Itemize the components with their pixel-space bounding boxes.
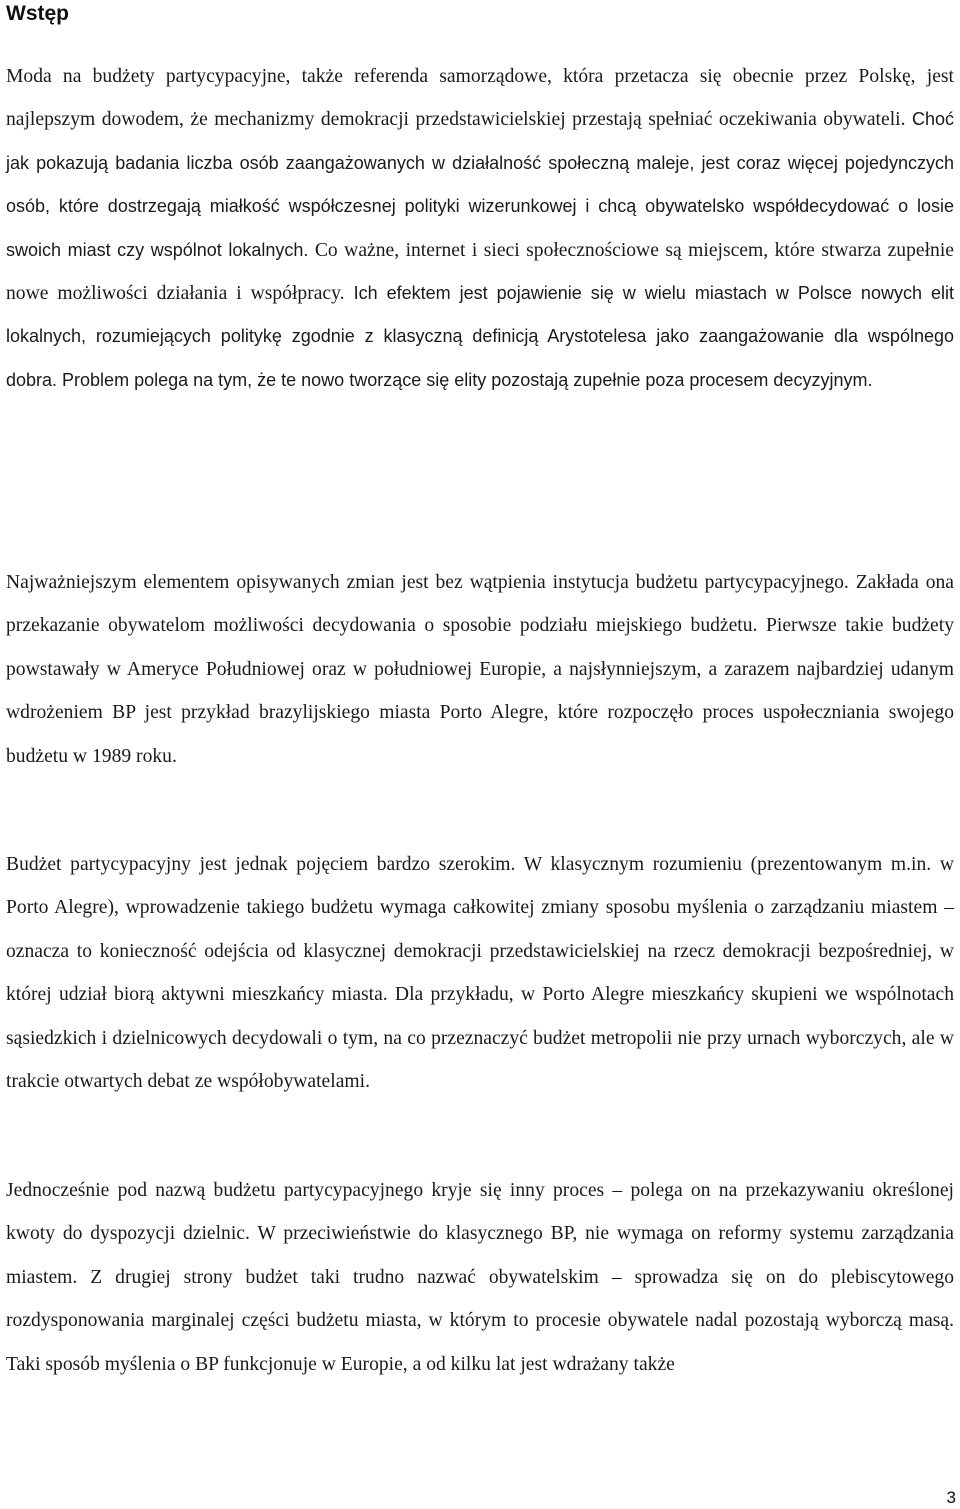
section-heading: Wstęp [6,2,69,25]
paragraph-intro-part-3: Co ważne, internet i sieci społecznościowe są miejscem, które stwarza zupełnie nowe możliwości działania i współpracy. [6,239,954,305]
paragraph-intro-part-2: Choć jak pokazują badania liczba osób zaangażowanych w działalność społeczną maleje, jest coraz więcej pojedynczych osób, które dostrzegają miałkość współczesnej polityki wizerunkowej i chcą obywatelsko współdecydować o losie swoich miast czy wspólnot lokalnych. [6,109,954,260]
paragraph-intro [6,55,954,402]
paragraph-intro-part-4: Ich efektem jest pojawienie się w wielu miastach w Polsce nowych elit lokalnych, rozumiejących politykę zgodnie z klasyczną definicją Arystotelesa jako zaangażowanie dla wspólnego dobra. Problem polega na tym, że te nowo tworzące się elity pozostają zupełnie poza procesem decyzyjnym. [6,283,954,390]
paragraph-intro-part-1: Moda na budżety partycypacyjne, także referenda samorządowe, która przetacza się obecnie przez Polskę, jest najlepszym dowodem, że mechanizmy demokracji przedstawicielskiej przestają spełniać oczekiwania obywateli. [6,66,954,131]
paragraph-district-budget: Jednocześnie pod nazwą budżetu partycypacyjnego kryje się inny proces – polega on na przekazywaniu określonej kwoty do dyspozycji dzielnic. W przeciwieństwie do klasycznego BP, nie wymaga on reformy systemu zarządzania miastem. Z drugiej strony budżet taki trudno nazwać obywatelskim – sprowadza się on do plebiscytowego rozdysponowania marginalej części budżetu miasta, w którym to procesie obywatele nadal pozostają wyborczą masą. Taki sposób myślenia o BP funkcjonuje w Europie, a od kilku lat jest wdrażany także [6,1180,954,1375]
page-number: 3 [946,1488,956,1507]
paragraph-participatory-budget: Najważniejszym elementem opisywanych zmian jest bez wątpienia instytucja budżetu partycypacyjnego. Zakłada ona przekazanie obywatelom możliwości decydowania o sposobie podziału miejskiego budżetu. Pierwsze takie budżety powstawały w Ameryce Południowej oraz w południowej Europie, a najsłynniejszym, a zarazem najbardziej udanym wdrożeniem BP jest przykład brazylijskiego miasta Porto Alegre, które rozpoczęło proces uspołeczniania swojego budżetu w 1989 roku. [6,572,954,767]
paragraph-porto-alegre: Budżet partycypacyjny jest jednak pojęciem bardzo szerokim. W klasycznym rozumieniu (prezentowanym m.in. w Porto Alegre), wprowadzenie takiego budżetu wymaga całkowitej zmiany sposobu myślenia o zarządzaniu miastem – oznacza to konieczność odejścia od klasycznej demokracji przedstawicielskiej na rzecz demokracji bezpośredniej, w której udział biorą aktywni mieszkańcy miasta. Dla przykładu, w Porto Alegre mieszkańcy skupieni we wspólnotach sąsiedzkich i dzielnicowych decydowali o tym, na co przeznaczyć budżet metropolii nie przy urnach wyborczych, ale w trakcie otwartych debat ze współobywatelami. [6,854,954,1093]
